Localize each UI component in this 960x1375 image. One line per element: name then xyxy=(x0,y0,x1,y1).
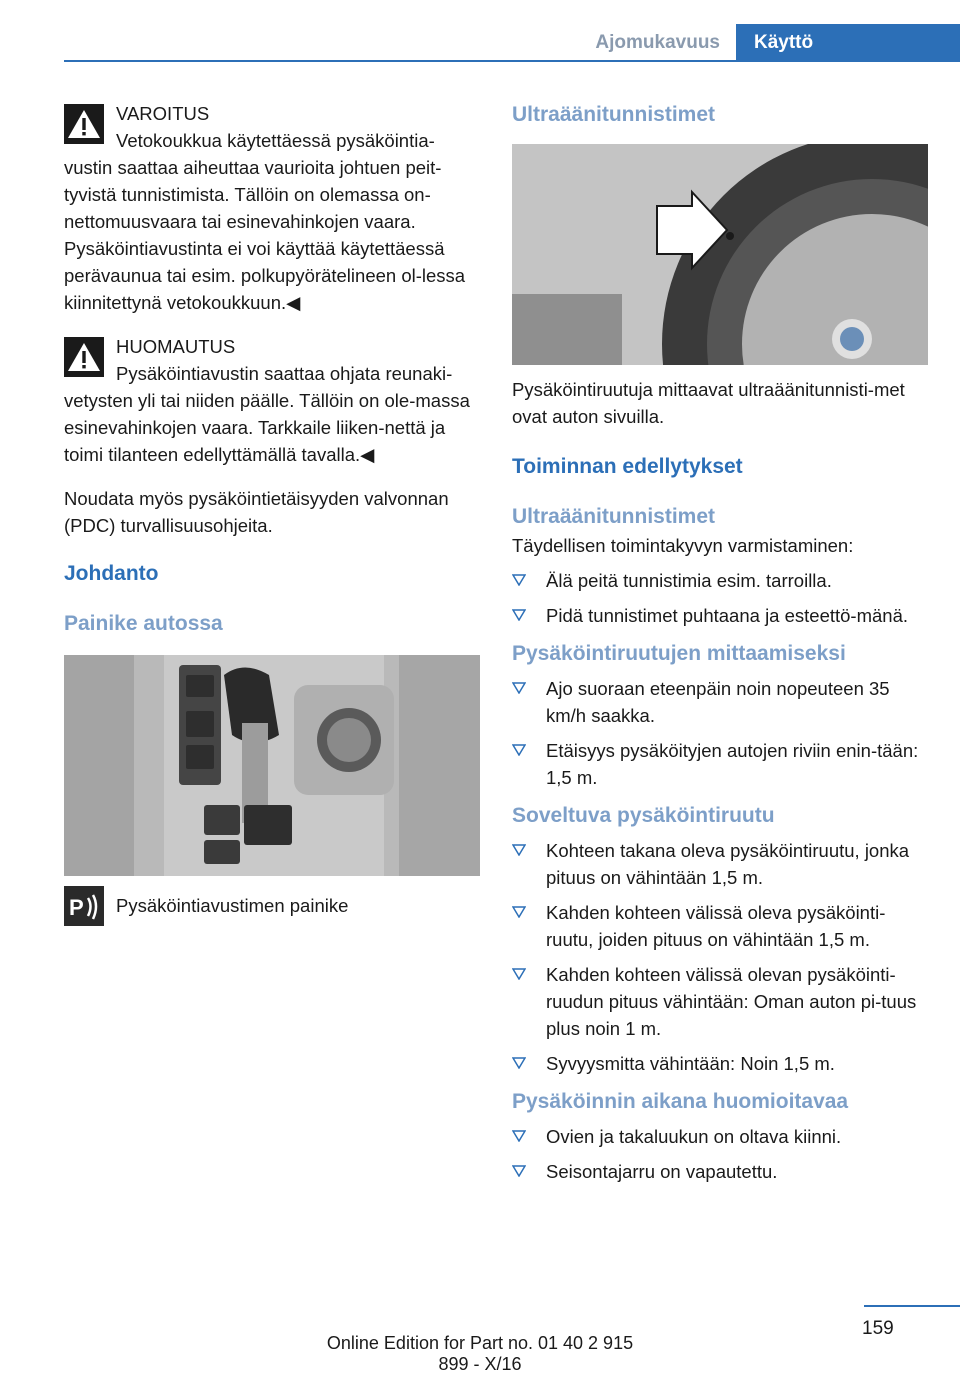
bullet-triangle-icon xyxy=(512,744,526,756)
list-item: Ovien ja takaluukun on oltava kiinni. xyxy=(512,1123,928,1150)
requirements-section xyxy=(512,1087,928,1185)
bullet-triangle-icon xyxy=(512,906,526,918)
list-item: Kahden kohteen välissä olevan pysäköinti-ruudun pituus vähintään: Oman auton pi-tuus plus noin 1 m. xyxy=(512,961,928,1042)
warning-title: VAROITUS xyxy=(116,103,210,124)
bullet-triangle-icon xyxy=(512,1057,526,1069)
header-section-tab: Ajomukavuus xyxy=(595,31,720,53)
header-rule xyxy=(64,60,960,62)
section-title: Ultraäänitunnistimet xyxy=(512,505,716,528)
list-item: Seisontajarru on vapautettu. xyxy=(512,1158,928,1185)
list-item: Pidä tunnistimet puhtaana ja esteettö-mänä. xyxy=(512,602,928,629)
bullet-triangle-icon xyxy=(512,609,526,621)
notice-note xyxy=(64,333,480,468)
bullet-triangle-icon xyxy=(512,1165,526,1177)
bullet-triangle-icon xyxy=(512,682,526,694)
list-item: Etäisyys pysäköityjen autojen riviin enin-tään: 1,5 m. xyxy=(512,737,928,791)
warning-first-line: Vetokoukkua käytettäessä pysäköintia- xyxy=(116,130,435,151)
section-title: Pysäköinnin aikana huomioitavaa xyxy=(512,1090,849,1113)
requirements-heading: Toiminnan edellytykset xyxy=(512,455,743,478)
page-number: 159 xyxy=(862,1318,894,1339)
list-item: Ajo suoraan eteenpäin noin nopeuteen 35 km/h saakka. xyxy=(512,675,928,729)
sensor-heading: Ultraäänitunnistimet xyxy=(512,103,716,126)
bullet-triangle-icon xyxy=(512,1130,526,1142)
intro-heading: Johdanto xyxy=(64,562,159,585)
pdc-safety-paragraph: Noudata myös pysäköintietäisyyden valvonnan (PDC) turvallisuusohjeita. xyxy=(64,488,449,536)
left-column xyxy=(64,100,480,919)
notice-text: vetysten yli tai niiden päälle. Tällöin on ole-massa esinevahinkojen vaara. Tarkkaile liiken-nettä ja toimi tilanteen edellyttämällä tavalla.◀ xyxy=(64,390,470,465)
warning-icon xyxy=(64,104,104,144)
list-item: Kahden kohteen välissä oleva pysäköinti-ruutu, joiden pituus on vähintään 1,5 m. xyxy=(512,899,928,953)
button-caption: Pysäköintiavustimen painike xyxy=(116,895,349,916)
bullet-triangle-icon xyxy=(512,844,526,856)
header-chapter-tab: Käyttö xyxy=(736,24,960,61)
edition-note: Online Edition for Part no. 01 40 2 915 899 - X/16 xyxy=(326,1333,634,1374)
section-intro: Täydellisen toimintakyvyn varmistaminen: xyxy=(512,535,854,556)
sensor-caption: Pysäköintiruutuja mittaavat ultraäänitunnisti-met ovat auton sivuilla. xyxy=(512,379,905,427)
svg-text:P: P xyxy=(69,895,84,920)
parking-assistant-button-icon xyxy=(64,886,104,926)
requirements-section xyxy=(512,502,928,629)
list-item: Älä peitä tunnistimia esim. tarroilla. xyxy=(512,567,928,594)
button-subheading: Painike autossa xyxy=(64,612,223,635)
list-item: Kohteen takana oleva pysäköintiruutu, jonka pituus on vähintään 1,5 m. xyxy=(512,837,928,891)
center-console-photo xyxy=(64,655,480,876)
right-column xyxy=(512,100,928,1193)
section-title: Pysäköintiruutujen mittaamiseksi xyxy=(512,642,846,665)
wheel-sensor-photo xyxy=(512,144,928,365)
bullet-triangle-icon xyxy=(512,574,526,586)
requirements-section xyxy=(512,801,928,1077)
notice-first-line: Pysäköintiavustin saattaa ohjata reunaki- xyxy=(116,363,453,384)
button-caption-row xyxy=(64,892,480,919)
requirements-section xyxy=(512,639,928,791)
footer-rule xyxy=(864,1305,960,1307)
bullet-triangle-icon xyxy=(512,968,526,980)
notice-title: HUOMAUTUS xyxy=(116,336,236,357)
warning-note xyxy=(64,100,480,316)
list-item: Syvyysmitta vähintään: Noin 1,5 m. xyxy=(512,1050,928,1077)
warning-icon xyxy=(64,337,104,377)
warning-text: vustin saattaa aiheuttaa vaurioita johtuen peit-tyvistä tunnistimista. Tällöin on olemassa on-nettomuusvaara tai esinevahinkojen vaara. Pysäköintiavustinta ei voi käyttää käytettäessä perävaunua tai esim. polkupyörätelineen ol-lessa kiinnitettynä vetokoukkuun.◀ xyxy=(64,157,466,313)
section-title: Soveltuva pysäköintiruutu xyxy=(512,804,775,827)
